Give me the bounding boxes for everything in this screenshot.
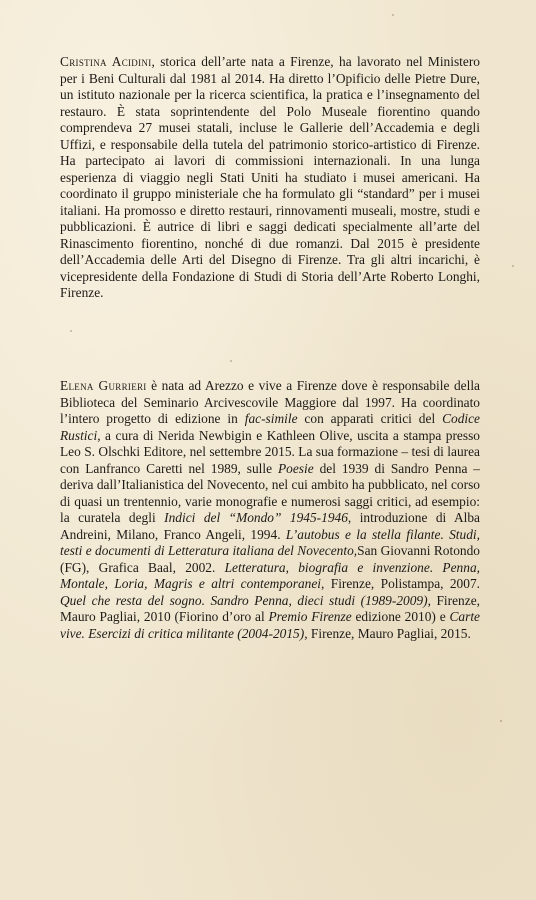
bio-text: , a cura di Nerida Newbigin e Kathleen Olive, uscita a stampa presso Leo S. Olschki Editore, nel settembre 2015. La sua formazione – tesi di laurea con Lanfranco Caretti nel 1989, sulle (60, 427, 480, 476)
paper-speck (512, 265, 514, 267)
bio-text: edizione 2010) e (351, 609, 450, 624)
bio-text: , Firenze, Polistampa, 2007. (321, 576, 480, 591)
bio-cristina-acidini (60, 54, 480, 302)
bio-text: San Giovanni Rotondo (FG), Grafica Baal, 2002. (60, 543, 480, 575)
paper-speck (392, 14, 394, 16)
italic-title: fac-simile (244, 411, 298, 426)
italic-title: Carte vive. Esercizi di critica militante (2004-2015) (60, 609, 480, 641)
paper-speck (70, 330, 72, 332)
bio-text: , introduzione di Alba Andreini, Milano, Franco Angeli, 1994. (60, 510, 480, 542)
italic-title: Codice Rustici (60, 411, 480, 443)
italic-title: Indici del “Mondo” 1945-1946 (164, 510, 348, 525)
bio-text: è nata ad Arezzo e vive a Firenze dove è responsabile della Biblioteca del Seminario Arcivescovile Maggiore dal 1997. Ha coordinato l’intero progetto di edizione in (60, 378, 480, 426)
italic-title: Premio Firenze (268, 609, 352, 624)
paper-speck (500, 720, 502, 722)
bio-text: , Firenze, Mauro Pagliai, 2015. (304, 625, 471, 641)
italic-title: Poesie (277, 460, 314, 476)
bio-elena-gurrieri (60, 378, 480, 642)
author-name: Cristina Acidini (60, 54, 152, 69)
italic-title: Letteratura, biografia e invenzione. Penna, Montale, Loria, Magris e altri contemporanei (60, 559, 480, 591)
bio-text: del 1939 di Sandro Penna – deriva dall’Italianistica del Novecento, nel cui ambito ha pubblicato, nel corso di quasi un trentennio, varie monografie e numerosi saggi critici, ad esempio: la curatela degli (60, 460, 481, 525)
bio-text: con apparati critici del (297, 411, 443, 426)
author-name: Elena Gurrieri (60, 378, 147, 393)
italic-title: Quel che resta del sogno. Sandro Penna, dieci studi (1989-2009) (60, 592, 428, 608)
bio-text: , Firenze, Mauro Pagliai, 2010 (Fiorino d’oro al (60, 592, 480, 624)
italic-title: L’autobus e la stella filante. Studi, testi e documenti di Letteratura italiana del Novecento, (60, 526, 480, 558)
bio-text: , storica dell’arte nata a Firenze, ha lavorato nel Ministero per i Beni Culturali dal 1981 al 2014. Ha diretto l’Opificio delle Pietre Dure, un istituto nazionale per la ricerca scientifica, la pratica e l’insegnamento del restauro. È stata soprintendente del Polo Museale fiorentino quando comprendeva 27 musei statali, incluse le Gallerie dell’Accademia e degli Uffizi, e responsabile della tutela del patrimonio storico-artistico di Firenze. Ha partecipato ai lavori di commissioni internazionali. In una lunga esperienza di viaggio negli Stati Uniti ha studiato i musei americani. Ha coordinato il gruppo ministeriale che ha formulato gli “standard” per i musei italiani. Ha promosso e diretto restauri, rinnovamenti museali, mostre, studi e pubblicazioni. È autrice di libri e saggi dedicati specialmente all’arte del Rinascimento fiorentino, nonché di due romanzi. Dal 2015 è presidente dell’Accademia delle Arti del Disegno di Firenze. Tra gli altri incarichi, è vicepresidente della Fondazione di Studi di Storia dell’Arte Roberto Longhi, Firenze. (60, 54, 480, 300)
paper-speck (230, 360, 232, 362)
